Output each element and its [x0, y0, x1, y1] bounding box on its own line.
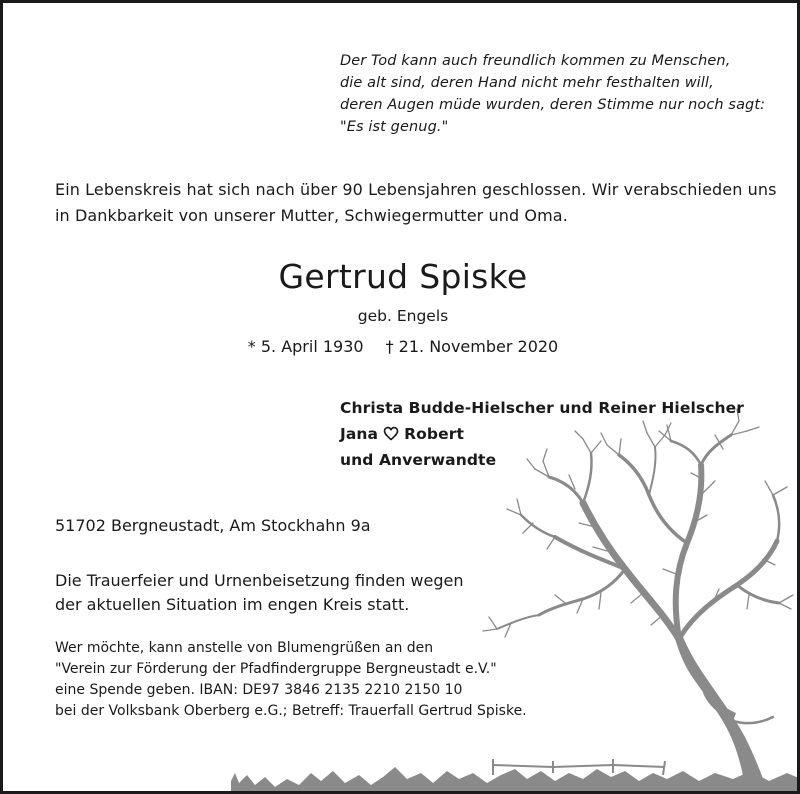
birth-name: geb. Engels [357, 307, 449, 325]
deceased-name: Gertrud Spiske [278, 257, 528, 296]
donation-line: Wer möchte, kann anstelle von Blumengrüßen an den [55, 640, 434, 656]
address: 51702 Bergneustadt, Am Stockhahn 9a [55, 516, 371, 535]
family-member: Jana [340, 425, 379, 443]
family-signature [340, 395, 780, 473]
family-line: Christa Budde-Hielscher und Reiner Hielscher [340, 399, 744, 417]
life-dates [3, 335, 800, 359]
heart-outline-icon [383, 426, 399, 441]
intro-line: in Dankbarkeit von unserer Mutter, Schwiegermutter und Oma. [55, 206, 568, 225]
quote-line: die alt sind, deren Hand nicht mehr festhalten will, [340, 75, 714, 91]
intro-line: Ein Lebenskreis hat sich nach über 90 Lebensjahren geschlossen. Wir verabschieden uns [55, 180, 777, 199]
ceremony-line: Die Trauerfeier und Urnenbeisetzung finden wegen [55, 571, 464, 590]
quote-line: Der Tod kann auch freundlich kommen zu Menschen, [340, 53, 731, 69]
quote-line: deren Augen müde wurden, deren Stimme nur noch sagt: [340, 97, 766, 113]
donation-line: bei der Volksbank Oberberg e.G.; Betreff: Trauerfall Gertrud Spiske. [55, 703, 527, 719]
ceremony-info [55, 569, 463, 617]
quote-block [340, 50, 780, 138]
donation-line: eine Spende geben. IBAN: DE97 3846 2135 2210 2150 10 [55, 682, 463, 698]
death-date: † 21. November 2020 [385, 337, 559, 356]
family-member: Robert [404, 425, 464, 443]
intro-text [55, 177, 775, 229]
ceremony-line: der aktuellen Situation im engen Kreis statt. [55, 595, 410, 614]
donation-info [55, 638, 527, 722]
donation-line: "Verein zur Förderung der Pfadfindergruppe Bergneustadt e.V." [55, 661, 497, 677]
quote-line: "Es ist genug." [340, 119, 449, 135]
family-line [340, 421, 780, 447]
birth-date: * 5. April 1930 [247, 337, 364, 356]
family-line: und Anverwandte [340, 451, 497, 469]
